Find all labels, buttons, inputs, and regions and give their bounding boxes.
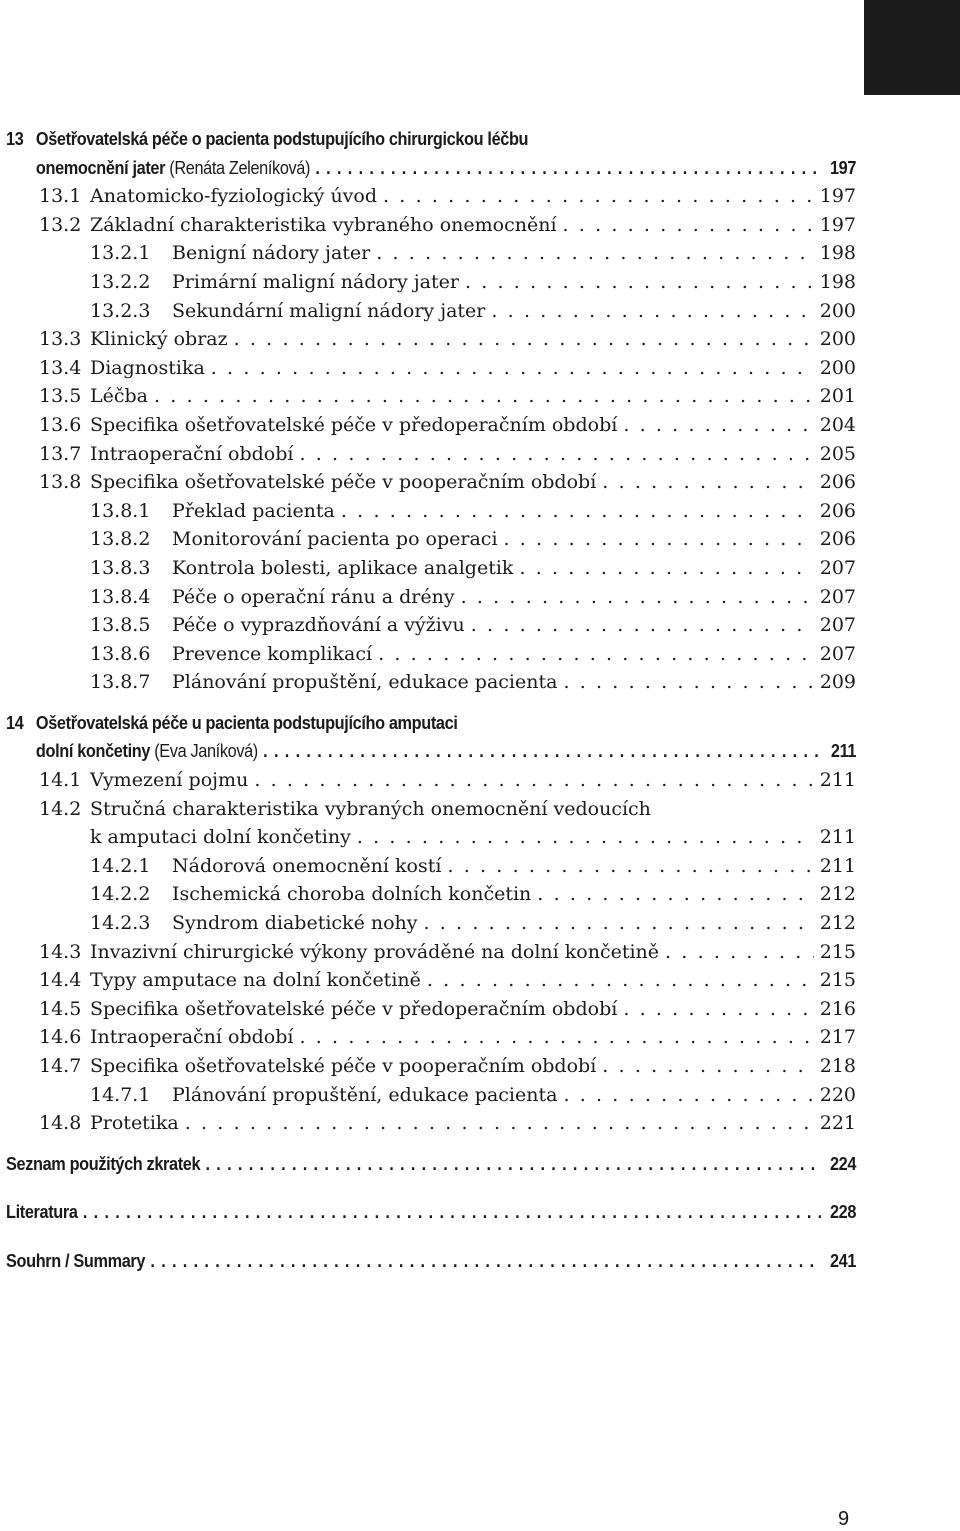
back-matter-entry[interactable]: [6, 1201, 856, 1230]
dot-leader: [83, 1201, 821, 1223]
back-matter-title: Souhrn / Summary: [6, 1249, 146, 1271]
toc-entry[interactable]: [6, 643, 856, 672]
entry-number: 13.8.3: [90, 556, 151, 579]
entry-number: 14.5: [39, 997, 82, 1020]
entry-title: Překlad pacienta: [172, 499, 335, 522]
entry-page: 207: [819, 642, 856, 665]
entry-number: 14.8: [39, 1112, 82, 1135]
back-matter-title: Literatura: [6, 1201, 78, 1223]
dot-leader: [465, 271, 814, 293]
toc-entry[interactable]: [6, 1084, 856, 1113]
toc-entry[interactable]: [6, 671, 856, 700]
dot-leader: [563, 214, 814, 236]
entry-title: Plánování propuštění, edukace pacienta: [172, 671, 558, 694]
toc-entry[interactable]: [6, 185, 856, 214]
chapter-title: Ošetřovatelská péče u pacienta podstupujícího amputaci: [35, 711, 458, 733]
entry-page: 206: [819, 471, 856, 494]
dot-leader: [254, 769, 813, 791]
entry-page: 207: [819, 585, 856, 608]
entry-title: Stručná charakteristika vybraných onemocnění vedoucích: [90, 797, 651, 820]
chapter-title-cont: [36, 740, 258, 762]
entry-number: 13.8: [39, 471, 82, 494]
entry-title: Specifika ošetřovatelské péče v předoperačním období: [90, 997, 618, 1020]
entry-page: 198: [819, 270, 856, 293]
toc-entry[interactable]: [6, 528, 856, 557]
entry-page: 216: [819, 997, 856, 1020]
chapter-heading-line[interactable]: [6, 128, 856, 157]
dot-leader: [602, 1055, 813, 1077]
dot-leader: [376, 242, 813, 264]
entry-title: Invazivní chirurgické výkony prováděné na dolní končetině: [90, 940, 660, 963]
entry-number: 13.3: [39, 328, 82, 351]
entry-title: Diagnostika: [90, 356, 205, 379]
toc-entry[interactable]: [6, 328, 856, 357]
entry-page: 212: [819, 912, 856, 935]
toc-entry[interactable]: [6, 769, 856, 798]
entry-title: Prevence komplikací: [172, 642, 373, 665]
chapter-author: (Eva Janíková): [154, 740, 258, 762]
entry-number: 14.2: [39, 797, 82, 820]
back-matter-entry[interactable]: [6, 1250, 856, 1279]
section-gap: [6, 700, 856, 712]
toc-entry[interactable]: [6, 969, 856, 998]
entry-page: 218: [819, 1055, 856, 1077]
entry-title: Plánování propuštění, edukace pacienta: [172, 1083, 558, 1106]
entry-number: 13.8.1: [90, 499, 151, 522]
dot-leader: [424, 912, 814, 934]
toc-entry[interactable]: [6, 855, 856, 884]
dot-leader: [341, 500, 814, 522]
entry-number: 14.1: [39, 769, 82, 792]
toc-entry[interactable]: [6, 557, 856, 586]
toc-entry[interactable]: [6, 443, 856, 472]
section-gap: [6, 1141, 856, 1153]
toc-entry[interactable]: [6, 214, 856, 243]
entry-page: 206: [819, 499, 856, 522]
toc-entry[interactable]: [6, 826, 856, 855]
dot-leader: [623, 998, 813, 1020]
toc-entry[interactable]: [6, 941, 856, 970]
entry-number: 13.4: [39, 356, 82, 379]
entry-number: 14.2.3: [90, 912, 151, 935]
entry-number: 13.8.2: [90, 528, 151, 551]
back-matter-page: 228: [829, 1201, 857, 1223]
dot-leader: [299, 443, 813, 465]
chapter-title-cont: [36, 157, 310, 179]
dot-leader: [154, 385, 814, 407]
entry-number: 14.6: [39, 1026, 82, 1049]
entry-title: Péče o operační ránu a drény: [172, 585, 455, 608]
entry-number: 13.8.4: [90, 585, 151, 608]
entry-page: 200: [819, 356, 856, 379]
dot-leader: [299, 1026, 813, 1048]
entry-number: 14.7.1: [90, 1083, 151, 1106]
entry-page: 206: [819, 528, 856, 551]
entry-title: Sekundární maligní nádory jater: [172, 299, 486, 322]
entry-title: Základní charakteristika vybraného onemocnění: [90, 213, 557, 236]
dot-leader: [519, 557, 813, 579]
chapter-title-part: dolní končetiny: [35, 740, 151, 762]
toc-entry[interactable]: [6, 614, 856, 643]
entry-number: 13.5: [39, 385, 82, 408]
entry-page: 200: [819, 328, 856, 351]
back-matter-entry[interactable]: [6, 1153, 856, 1182]
entry-title: Specifika ošetřovatelské péče v předoperačním období: [90, 413, 618, 436]
toc-entry[interactable]: [6, 500, 856, 529]
toc-entry[interactable]: [6, 912, 856, 941]
entry-page: 200: [819, 299, 856, 322]
entry-number: 13.2: [39, 213, 82, 236]
dot-leader: [563, 671, 813, 693]
entry-page: 211: [819, 826, 856, 849]
toc-entry[interactable]: [6, 586, 856, 615]
entry-page: 212: [819, 883, 856, 906]
entry-page: 217: [819, 1026, 856, 1049]
toc-entry[interactable]: [6, 1055, 856, 1084]
entry-page: 207: [819, 556, 856, 579]
toc-entry[interactable]: [6, 271, 856, 300]
entry-number: 13.7: [39, 442, 82, 465]
dot-leader: [211, 357, 814, 379]
section-gap: [6, 1181, 856, 1201]
entry-title: Specifika ošetřovatelské péče v pooperačním období: [90, 471, 597, 494]
entry-page: 197: [819, 185, 856, 208]
entry-number: 13.1: [39, 185, 82, 208]
entry-page: 215: [819, 969, 856, 992]
dot-leader: [315, 157, 821, 179]
page-number: 9: [838, 1508, 850, 1530]
entry-number: 13.2.3: [90, 299, 151, 322]
dot-leader: [205, 1153, 820, 1175]
entry-page: 220: [819, 1083, 856, 1106]
entry-title: Monitorování pacienta po operaci: [172, 528, 498, 551]
entry-title: Syndrom diabetické nohy: [172, 912, 418, 935]
dot-leader: [602, 471, 813, 493]
dot-leader: [461, 586, 814, 608]
entry-title: Intraoperační období: [90, 1026, 294, 1049]
chapter-heading-entry[interactable]: [6, 157, 856, 186]
entry-number: 14.2.1: [90, 854, 151, 877]
dot-leader: [623, 414, 813, 436]
dot-leader: [563, 1084, 813, 1106]
entry-page: 215: [819, 940, 856, 963]
entry-page: 211: [819, 769, 856, 792]
table-of-contents: [6, 128, 856, 1279]
back-matter-title: Seznam použitých zkratek: [6, 1152, 201, 1174]
entry-page: 204: [819, 413, 856, 436]
dot-leader: [471, 614, 814, 636]
dot-leader: [427, 969, 814, 991]
entry-page: 201: [819, 385, 856, 408]
entry-title: Léčba: [90, 385, 148, 408]
dot-leader: [491, 300, 813, 322]
toc-entry[interactable]: [6, 1026, 856, 1055]
toc-entry-line[interactable]: [6, 798, 856, 827]
toc-entry[interactable]: [6, 471, 856, 500]
entry-number: 14.2.2: [90, 883, 151, 906]
entry-title: Anatomicko-fyziologický úvod: [90, 185, 378, 208]
toc-entry[interactable]: [6, 385, 856, 414]
entry-title: Nádorová onemocnění kostí: [172, 854, 442, 877]
dot-leader: [263, 740, 821, 762]
entry-title: Benigní nádory jater: [172, 242, 371, 265]
entry-number: 13.8.6: [90, 642, 151, 665]
entry-title: Ischemická choroba dolních končetin: [172, 883, 532, 906]
entry-number: 13.2.2: [90, 270, 151, 293]
entry-number: 14.4: [39, 969, 82, 992]
section-gap: [6, 1230, 856, 1250]
toc-entry[interactable]: [6, 1112, 856, 1141]
corner-tab-block: [864, 0, 960, 95]
dot-leader: [665, 941, 814, 963]
entry-number: 13.8.5: [90, 614, 151, 637]
entry-page: 211: [819, 854, 856, 877]
entry-title: Péče o vyprazdňování a výživu: [172, 614, 465, 637]
dot-leader: [378, 643, 814, 665]
toc-entry[interactable]: [6, 998, 856, 1027]
dot-leader: [504, 528, 814, 550]
dot-leader: [537, 883, 813, 905]
entry-title: Protetika: [90, 1112, 179, 1135]
entry-title: Vymezení pojmu: [90, 769, 249, 792]
chapter-number: 13: [6, 128, 24, 149]
entry-title: Primární maligní nádory jater: [172, 270, 459, 293]
chapter-title: Ošetřovatelská péče o pacienta podstupujícího chirurgickou léčbu: [35, 128, 529, 149]
back-matter-page: 241: [829, 1249, 857, 1271]
chapter-number: 14: [6, 711, 24, 733]
entry-page: 197: [819, 213, 856, 236]
entry-title: Klinický obraz: [90, 328, 228, 351]
entry-page: 198: [819, 242, 856, 265]
entry-title: Specifika ošetřovatelské péče v pooperačním období: [90, 1055, 597, 1077]
chapter-heading-line[interactable]: [6, 712, 856, 741]
entry-number: 13.2.1: [90, 242, 151, 265]
chapter-page: 197: [829, 156, 857, 178]
entry-title: Typy amputace na dolní končetině: [90, 969, 421, 992]
entry-number: 14.3: [39, 940, 82, 963]
entry-title: Kontrola bolesti, aplikace analgetik: [172, 556, 514, 579]
dot-leader: [150, 1250, 820, 1272]
chapter-title-part: onemocnění jater: [35, 156, 166, 178]
entry-number: 13.6: [39, 413, 82, 436]
toc-entry[interactable]: [6, 883, 856, 912]
back-matter-page: 224: [829, 1152, 857, 1174]
entry-page: 207: [819, 614, 856, 637]
chapter-page: 211: [830, 740, 857, 762]
toc-entry[interactable]: [6, 242, 856, 271]
toc-entry[interactable]: [6, 300, 856, 329]
entry-page: 205: [819, 442, 856, 465]
toc-entry[interactable]: [6, 357, 856, 386]
dot-leader: [185, 1112, 814, 1134]
entry-title-cont: k amputaci dolní končetiny: [90, 826, 351, 849]
entry-number: 14.7: [39, 1055, 82, 1077]
dot-leader: [357, 826, 814, 848]
entry-page: 209: [819, 671, 856, 694]
dot-leader: [447, 855, 813, 877]
dot-leader: [383, 185, 814, 207]
entry-page: 221: [819, 1112, 856, 1135]
dot-leader: [234, 328, 814, 350]
entry-number: 13.8.7: [90, 671, 151, 694]
chapter-heading-entry[interactable]: [6, 740, 856, 769]
entry-title: Intraoperační období: [90, 442, 294, 465]
toc-entry[interactable]: [6, 414, 856, 443]
chapter-author: (Renáta Zeleníková): [169, 156, 311, 178]
